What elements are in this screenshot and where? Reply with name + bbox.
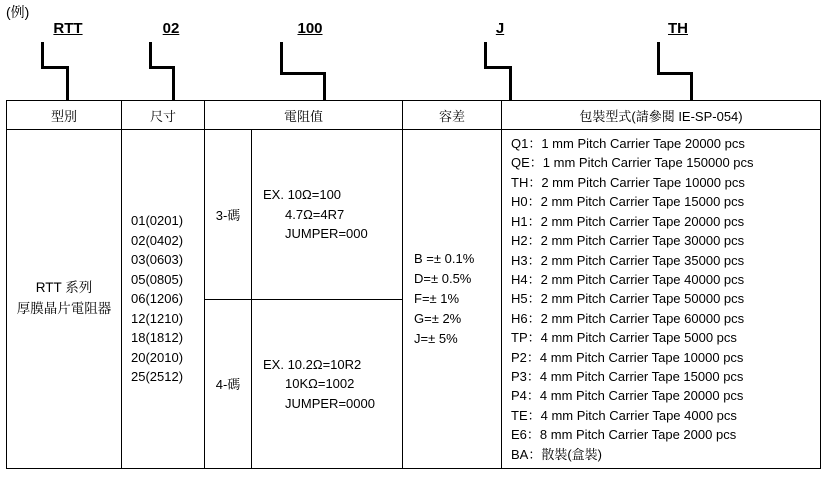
header-packaging: 包裝型式(請參閱 IE-SP-054) [502,101,821,130]
packaging-item: H2：2 mm Pitch Carrier Tape 30000 pcs [511,233,745,249]
resistance-example-line: JUMPER=000 [285,226,368,242]
tolerance-item: D=± 0.5% [414,270,472,286]
packaging-item: TE：4 mm Pitch Carrier Tape 4000 pcs [511,407,737,423]
tolerance-code-label: J [495,20,505,37]
resistance-example-line: EX. 10.2Ω=10R2 [263,356,362,372]
type-line-1: RTT 系列 [35,280,93,296]
cell-resistance-4code [252,299,403,469]
cell-resistance-3code [252,130,403,300]
packaging-item: H3：2 mm Pitch Carrier Tape 35000 pcs [511,252,745,268]
packaging-item: QE：1 mm Pitch Carrier Tape 150000 pcs [511,155,754,171]
packaging-item: BA：散裝(盒裝) [511,446,603,462]
size-code-label: 02 [162,20,180,37]
resistance-code-label: 100 [297,20,323,37]
packaging-item: H1：2 mm Pitch Carrier Tape 20000 pcs [511,213,745,229]
size-item: 03(0603) [131,252,184,268]
cell-type [7,130,122,469]
example-label: (例) [6,4,30,20]
header-type: 型別 [7,101,122,130]
packaging-item: P3：4 mm Pitch Carrier Tape 15000 pcs [511,369,744,385]
cell-size-list [122,130,205,469]
packaging-item: H6：2 mm Pitch Carrier Tape 60000 pcs [511,310,745,326]
packaging-item: TH：2 mm Pitch Carrier Tape 10000 pcs [511,174,745,190]
tolerance-item: J=± 5% [414,331,458,347]
cell-digits-4: 4-碼 [205,299,252,469]
packaging-item: P4：4 mm Pitch Carrier Tape 20000 pcs [511,388,744,404]
resistance-example-line: 10KΩ=1002 [285,376,355,392]
size-item: 02(0402) [131,232,184,248]
size-item: 01(0201) [131,213,184,229]
size-item: 18(1812) [131,330,184,346]
size-item: 06(1206) [131,291,184,307]
header-resistance: 電阻值 [205,101,403,130]
size-item: 20(2010) [131,349,184,365]
tolerance-item: F=± 1% [414,291,460,307]
packaging-item: H0：2 mm Pitch Carrier Tape 15000 pcs [511,194,745,210]
size-item: 12(1210) [131,310,184,326]
tolerance-item: B =± 0.1% [414,250,475,266]
table-header-row [7,101,821,130]
header-size: 尺寸 [122,101,205,130]
packaging-item: P2：4 mm Pitch Carrier Tape 10000 pcs [511,349,744,365]
resistance-example-line: 4.7Ω=4R7 [285,206,345,222]
part-number-table [6,100,821,469]
cell-tolerance-list [403,130,502,469]
cell-digits-3: 3-碼 [205,130,252,300]
packaging-item: H4：2 mm Pitch Carrier Tape 40000 pcs [511,271,745,287]
header-tolerance: 容差 [403,101,502,130]
type-line-2: 厚膜晶片電阻器 [16,301,112,317]
packaging-item: E6：8 mm Pitch Carrier Tape 2000 pcs [511,427,737,443]
packaging-item: TP：4 mm Pitch Carrier Tape 5000 pcs [511,330,737,346]
size-item: 05(0805) [131,271,184,287]
series-code-label: RTT [53,20,83,37]
packaging-code-label: TH [668,20,688,37]
table-row [7,130,821,300]
resistance-example-line: JUMPER=0000 [285,395,375,411]
cell-packaging-list [502,130,821,469]
resistance-example-line: EX. 10Ω=100 [263,187,342,203]
packaging-item: H5：2 mm Pitch Carrier Tape 50000 pcs [511,291,745,307]
tolerance-item: G=± 2% [414,311,462,327]
packaging-item: Q1：1 mm Pitch Carrier Tape 20000 pcs [511,136,745,151]
size-item: 25(2512) [131,369,184,385]
